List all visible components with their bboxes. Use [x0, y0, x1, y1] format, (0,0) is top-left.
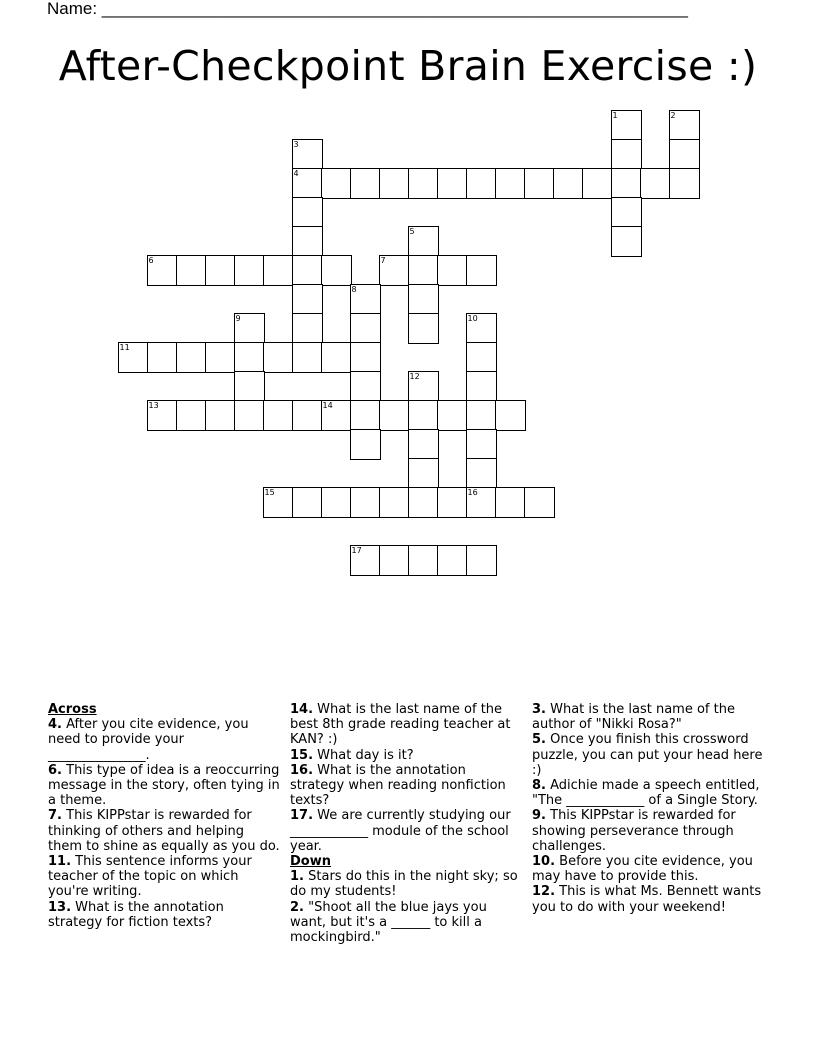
clue-across-7: 7. This KIPPstar is rewarded for thinking of others and helping them to shine as equally as you do. [48, 808, 280, 854]
crossword-cell[interactable] [263, 342, 294, 373]
crossword-cell[interactable] [466, 400, 497, 431]
clue-number: 3 [293, 139, 299, 149]
crossword-cell[interactable] [292, 139, 323, 170]
clue-across-17: 17. We are currently studying our ____________ module of the school year. [290, 808, 511, 854]
crossword-cell[interactable] [292, 284, 323, 315]
crossword-cell[interactable] [437, 400, 468, 431]
crossword-cell[interactable] [437, 168, 468, 199]
down-header: Down [290, 854, 331, 870]
clue-across-11: 11. This sentence informs your teacher of the topic on which you're writing. [48, 854, 252, 900]
crossword-cell[interactable] [408, 168, 439, 199]
crossword-cell[interactable] [350, 400, 381, 431]
crossword-cell[interactable] [176, 400, 207, 431]
crossword-cell[interactable] [437, 487, 468, 518]
crossword-cell[interactable] [669, 139, 700, 170]
crossword-cell[interactable] [408, 458, 439, 489]
crossword-cell[interactable] [292, 342, 323, 373]
crossword-cell[interactable] [524, 487, 555, 518]
crossword-cell[interactable] [495, 168, 526, 199]
crossword-cell[interactable] [350, 371, 381, 402]
crossword-cell[interactable] [176, 255, 207, 286]
crossword-cell[interactable] [524, 168, 555, 199]
crossword-cell[interactable] [553, 168, 584, 199]
crossword-cell[interactable] [408, 400, 439, 431]
clue-across-16: 16. What is the annotation strategy when reading nonfiction texts? [290, 762, 506, 809]
crossword-cell[interactable] [379, 487, 410, 518]
crossword-cell[interactable] [350, 429, 381, 460]
crossword-cell[interactable] [408, 255, 439, 286]
crossword-cell[interactable] [292, 313, 323, 344]
page-title: After-Checkpoint Brain Exercise :) [58, 42, 758, 90]
crossword-cell[interactable] [408, 284, 439, 315]
crossword-cell[interactable] [234, 371, 265, 402]
clue-across-15: 15. What day is it? [290, 747, 414, 763]
clue-number: 4 [293, 168, 299, 178]
crossword-cell[interactable] [263, 255, 294, 286]
clue-number: 7 [380, 255, 386, 265]
across-header: Across [48, 702, 97, 717]
clue-number: 17 [351, 545, 362, 555]
crossword-cell[interactable] [350, 313, 381, 344]
crossword-cell[interactable] [118, 342, 149, 373]
clue-down-1: 1. Stars do this in the night sky; so do my students! [290, 869, 518, 900]
crossword-cell[interactable] [321, 400, 352, 431]
crossword-cell[interactable] [350, 487, 381, 518]
crossword-cell[interactable] [611, 139, 642, 170]
crossword-cell[interactable] [611, 110, 642, 141]
crossword-cell[interactable] [466, 168, 497, 199]
clue-number: 11 [119, 342, 130, 352]
clue-across-13: 13. What is the annotation strategy for fiction texts? [48, 899, 224, 930]
crossword-cell[interactable] [408, 371, 439, 402]
clues-column-3 [532, 702, 764, 915]
crossword-cell[interactable] [321, 487, 352, 518]
crossword-cell[interactable] [292, 255, 323, 286]
clue-down-10: 10. Before you cite evidence, you may have to provide this. [532, 854, 753, 885]
crossword-cell[interactable] [205, 342, 236, 373]
crossword-cell[interactable] [292, 226, 323, 257]
crossword-cell[interactable] [466, 545, 497, 576]
crossword-cell[interactable] [147, 400, 178, 431]
clue-number: 9 [235, 313, 241, 323]
crossword-cell[interactable] [466, 487, 497, 518]
clue-number: 12 [409, 371, 420, 381]
crossword-cell[interactable] [466, 255, 497, 286]
crossword-cell[interactable] [350, 168, 381, 199]
crossword-cell[interactable] [611, 168, 642, 199]
crossword-cell[interactable] [611, 226, 642, 257]
clue-across-4: 4. After you cite evidence, you need to provide your _______________. [48, 717, 249, 763]
crossword-cell[interactable] [234, 342, 265, 373]
crossword-cell[interactable] [611, 197, 642, 228]
clue-number: 10 [467, 313, 478, 323]
clue-down-9: 9. This KIPPstar is rewarded for showing perseverance through challenges. [532, 808, 736, 854]
clue-number: 15 [264, 487, 275, 497]
crossword-cell[interactable] [234, 255, 265, 286]
clue-across-14: 14. What is the last name of the best 8th grade reading teacher at KAN? :) [290, 702, 511, 748]
crossword-cell[interactable] [379, 400, 410, 431]
crossword-cell[interactable] [321, 168, 352, 199]
crossword-cell[interactable] [205, 255, 236, 286]
clue-number: 13 [148, 400, 159, 410]
crossword-cell[interactable] [321, 342, 352, 373]
crossword-cell[interactable] [466, 458, 497, 489]
crossword-cell[interactable] [292, 197, 323, 228]
crossword-cell[interactable] [408, 545, 439, 576]
clue-number: 6 [148, 255, 154, 265]
crossword-cell[interactable] [234, 313, 265, 344]
crossword-cell[interactable] [466, 342, 497, 373]
crossword-cell[interactable] [147, 255, 178, 286]
crossword-cell[interactable] [408, 226, 439, 257]
clue-across-6: 6. This type of idea is a reoccurring message in the story, often tying in a theme. [48, 762, 280, 809]
crossword-cell[interactable] [321, 255, 352, 286]
crossword-cell[interactable] [495, 487, 526, 518]
clue-number: 5 [409, 226, 415, 236]
crossword-cell[interactable] [466, 313, 497, 344]
crossword-cell[interactable] [379, 545, 410, 576]
crossword-cell[interactable] [292, 400, 323, 431]
clue-number: 1 [612, 110, 618, 120]
crossword-cell[interactable] [669, 110, 700, 141]
clue-down-12: 12. This is what Ms. Bennett wants you to do with your weekend! [532, 884, 762, 915]
crossword-cell[interactable] [350, 284, 381, 315]
crossword-cell[interactable] [466, 371, 497, 402]
crossword-cell[interactable] [205, 400, 236, 431]
crossword-cell[interactable] [437, 255, 468, 286]
crossword-cell[interactable] [350, 545, 381, 576]
clue-number: 2 [670, 110, 676, 120]
clues-column-1 [48, 702, 280, 930]
crossword-cell[interactable] [437, 545, 468, 576]
crossword-cell[interactable] [263, 400, 294, 431]
clue-number: 8 [351, 284, 357, 294]
crossword-cell[interactable] [147, 342, 178, 373]
crossword-cell[interactable] [408, 313, 439, 344]
crossword-cell[interactable] [292, 487, 323, 518]
clue-number: 16 [467, 487, 478, 497]
crossword-cell[interactable] [640, 168, 671, 199]
crossword-cell[interactable] [669, 168, 700, 199]
crossword-cell[interactable] [379, 255, 410, 286]
crossword-cell[interactable] [495, 400, 526, 431]
clue-number: 14 [322, 400, 333, 410]
crossword-cell[interactable] [292, 168, 323, 199]
crossword-cell[interactable] [408, 429, 439, 460]
clue-down-3: 3. What is the last name of the author of "Nikki Rosa?" [532, 702, 735, 733]
clue-down-5: 5. Once you finish this crossword puzzle, you can put your head here :) [532, 732, 763, 778]
clues-column-2 [290, 702, 522, 945]
crossword-cell[interactable] [582, 168, 613, 199]
clue-down-8: 8. Adichie made a speech entitled, "The ____________ of a Single Story. [532, 778, 760, 809]
crossword-cell[interactable] [408, 487, 439, 518]
crossword-cell[interactable] [379, 168, 410, 199]
crossword-cell[interactable] [234, 400, 265, 431]
crossword-cell[interactable] [176, 342, 207, 373]
name-field[interactable]: Name: ______________________________________________________________ [47, 0, 688, 18]
crossword-cell[interactable] [466, 429, 497, 460]
clue-down-2: 2. "Shoot all the blue jays you want, but it's a ______ to kill a mockingbird." [290, 899, 487, 946]
crossword-cell[interactable] [350, 342, 381, 373]
crossword-cell[interactable] [263, 487, 294, 518]
